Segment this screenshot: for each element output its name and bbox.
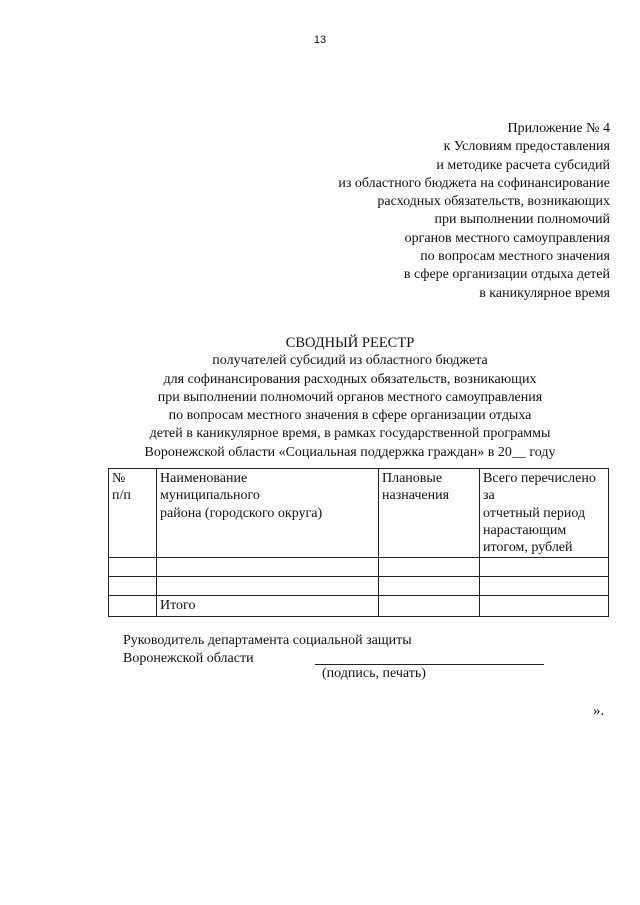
title-line: для софинансирования расходных обязательств, возникающих — [163, 371, 537, 387]
header-total-line: Всего перечислено — [483, 471, 596, 486]
header-name-line: района (городского округа) — [160, 505, 323, 521]
table-header-row — [109, 469, 609, 558]
header-num — [109, 469, 157, 558]
header-name — [157, 469, 379, 558]
header-name-line: Наименование — [160, 471, 248, 486]
header-num-line: № — [112, 471, 126, 486]
appendix-line: органов местного самоуправления — [404, 230, 610, 246]
header-plan — [379, 469, 480, 558]
total-label: Итого — [157, 596, 379, 616]
table-row — [109, 577, 609, 596]
header-name-line: муниципального — [160, 488, 260, 504]
table-cell — [379, 558, 480, 577]
table-cell — [480, 577, 609, 596]
header-plan-line: Плановые — [382, 471, 443, 486]
table-cell — [480, 596, 609, 616]
appendix-line: при выполнении полномочий — [434, 212, 610, 228]
document-title: СВОДНЫЙ РЕЕСТР — [285, 335, 415, 351]
signature-line: Руководитель департамента социальной защиты — [123, 633, 412, 648]
appendix-line: из областного бюджета на софинансирование — [338, 175, 610, 191]
title-line: Воронежской области «Социальная поддержка граждан» в 20__ году — [144, 444, 556, 460]
table-cell — [157, 577, 379, 596]
registry-table — [108, 468, 609, 617]
document-title-block — [0, 334, 640, 462]
table-cell — [109, 558, 157, 577]
header-total-line: нарастающим — [483, 522, 567, 538]
appendix-line: и методике расчета субсидий — [436, 157, 610, 173]
table-total-row — [109, 596, 609, 616]
appendix-line: расходных обязательств, возникающих — [377, 194, 610, 210]
appendix-line: Приложение № 4 — [507, 121, 610, 136]
title-line: по вопросам местного значения в сфере организации отдыха — [168, 408, 532, 424]
appendix-line: к Условиям предоставления — [443, 139, 610, 155]
title-line: получателей субсидий из областного бюджета — [212, 353, 488, 369]
header-total-line: за — [483, 488, 495, 504]
title-line: детей в каникулярное время, в рамках государственной программы — [149, 426, 551, 442]
signature-caption: (подпись, печать) — [322, 666, 426, 681]
table-cell — [379, 577, 480, 596]
appendix-line: по вопросам местного значения — [420, 249, 610, 265]
appendix-line: в сфере организации отдыха детей — [403, 267, 610, 283]
table-cell — [480, 558, 609, 577]
table-cell — [109, 596, 157, 616]
header-total-line: итогом, рублей — [483, 540, 573, 556]
header-total — [480, 469, 609, 558]
table-cell — [157, 558, 379, 577]
appendix-line: в каникулярное время — [479, 285, 610, 301]
signature-line: Воронежской области — [123, 651, 254, 667]
title-line: при выполнении полномочий органов местного самоуправления — [157, 389, 543, 405]
page-number: 13 — [313, 34, 327, 46]
header-num-line: п/п — [112, 488, 131, 504]
closing-quote: ». — [593, 703, 605, 719]
table-row — [109, 558, 609, 577]
header-plan-line: назначения — [382, 488, 450, 504]
header-total-line: отчетный период — [483, 505, 586, 521]
table-cell — [109, 577, 157, 596]
table-cell — [379, 596, 480, 616]
appendix-header — [338, 120, 610, 303]
